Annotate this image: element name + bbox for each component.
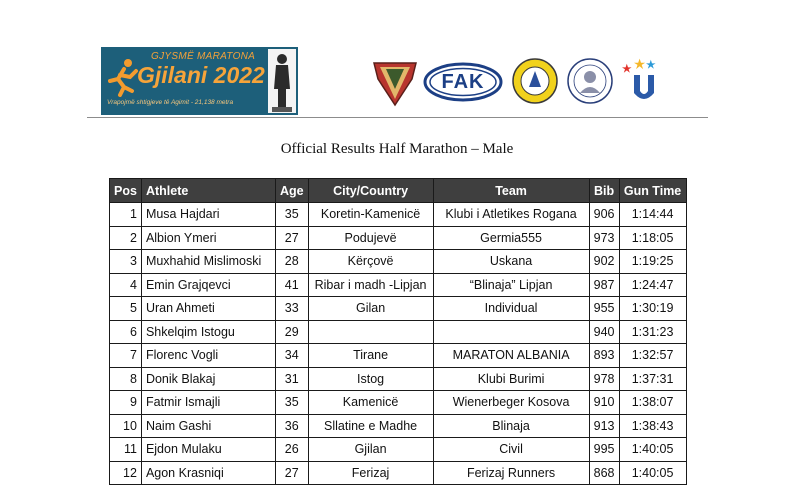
cell-bib: 973 <box>589 226 619 250</box>
cell-athlete: Naim Gashi <box>141 414 275 438</box>
banner-line1: GJYSMË MARATONA <box>151 51 256 62</box>
cell-pos: 11 <box>110 438 142 462</box>
cell-age: 35 <box>275 203 308 227</box>
cell-athlete: Emin Grajqevci <box>141 273 275 297</box>
header-divider <box>87 117 708 118</box>
cell-pos: 7 <box>110 344 142 368</box>
cell-time: 1:40:05 <box>619 461 686 485</box>
table-row <box>110 414 687 438</box>
cell-team: Germia555 <box>433 226 589 250</box>
cell-pos: 1 <box>110 203 142 227</box>
cell-age: 27 <box>275 461 308 485</box>
table-row <box>110 461 687 485</box>
table-row <box>110 438 687 462</box>
shield-logo <box>372 59 418 107</box>
cell-athlete: Muxhahid Mislimoski <box>141 250 275 274</box>
cell-pos: 10 <box>110 414 142 438</box>
cell-time: 1:14:44 <box>619 203 686 227</box>
cell-age: 26 <box>275 438 308 462</box>
cell-city: Ferizaj <box>308 461 433 485</box>
cell-age: 28 <box>275 250 308 274</box>
cell-team: Ferizaj Runners <box>433 461 589 485</box>
cell-team: Blinaja <box>433 414 589 438</box>
table-row <box>110 226 687 250</box>
cell-pos: 5 <box>110 297 142 321</box>
header-gun-time: Gun Time <box>619 179 686 203</box>
cell-city: Gilan <box>308 297 433 321</box>
cell-bib: 893 <box>589 344 619 368</box>
page-title: Official Results Half Marathon – Male <box>280 141 514 157</box>
cell-age: 33 <box>275 297 308 321</box>
cell-age: 35 <box>275 391 308 415</box>
cell-city: Istog <box>308 367 433 391</box>
cell-city: Sllatine e Madhe <box>308 414 433 438</box>
cell-age: 36 <box>275 414 308 438</box>
cell-city: Podujevë <box>308 226 433 250</box>
cell-city: Ribar i madh -Lipjan <box>308 273 433 297</box>
header-team: Team <box>433 179 589 203</box>
results-body <box>110 203 687 485</box>
cell-athlete: Fatmir Ismajli <box>141 391 275 415</box>
event-banner-logo <box>101 47 298 115</box>
cell-age: 27 <box>275 226 308 250</box>
cell-time: 1:38:07 <box>619 391 686 415</box>
cell-age: 41 <box>275 273 308 297</box>
cell-city: Gjilan <box>308 438 433 462</box>
cell-city: Koretin-Kamenicë <box>308 203 433 227</box>
cell-city <box>308 320 433 344</box>
cell-time: 1:40:05 <box>619 438 686 462</box>
cell-team <box>433 320 589 344</box>
cell-team: “Blinaja” Lipjan <box>433 273 589 297</box>
header-athlete: Athlete <box>141 179 275 203</box>
cell-pos: 6 <box>110 320 142 344</box>
cell-pos: 9 <box>110 391 142 415</box>
cell-time: 1:31:23 <box>619 320 686 344</box>
cell-team: Uskana <box>433 250 589 274</box>
cell-athlete: Albion Ymeri <box>141 226 275 250</box>
cell-time: 1:18:05 <box>619 226 686 250</box>
cell-athlete: Musa Hajdari <box>141 203 275 227</box>
cell-bib: 955 <box>589 297 619 321</box>
cell-pos: 12 <box>110 461 142 485</box>
cell-time: 1:37:31 <box>619 367 686 391</box>
cell-time: 1:24:47 <box>619 273 686 297</box>
cell-bib: 910 <box>589 391 619 415</box>
runner-icon <box>106 57 140 97</box>
cell-pos: 4 <box>110 273 142 297</box>
cell-bib: 995 <box>589 438 619 462</box>
results-table <box>109 178 687 485</box>
banner-line2: Gjilani 2022 <box>137 62 265 88</box>
cell-athlete: Florenc Vogli <box>141 344 275 368</box>
header-city: City/Country <box>308 179 433 203</box>
cell-pos: 2 <box>110 226 142 250</box>
table-row <box>110 344 687 368</box>
table-row <box>110 391 687 415</box>
cell-city: Kamenicë <box>308 391 433 415</box>
yellow-club-logo <box>511 57 559 105</box>
table-row <box>110 250 687 274</box>
portrait-seal-logo <box>566 57 614 105</box>
cell-age: 29 <box>275 320 308 344</box>
banner-line3: Vrapojmë shtigjeve të Agimit - 21,138 metra <box>107 99 234 106</box>
fak-text: FAK <box>441 71 485 93</box>
table-row <box>110 273 687 297</box>
cell-time: 1:30:19 <box>619 297 686 321</box>
cell-bib: 987 <box>589 273 619 297</box>
cell-bib: 913 <box>589 414 619 438</box>
table-row <box>110 320 687 344</box>
cell-team: Civil <box>433 438 589 462</box>
table-header-row <box>110 179 687 203</box>
cell-time: 1:19:25 <box>619 250 686 274</box>
table-row <box>110 203 687 227</box>
header-pos: Pos <box>110 179 142 203</box>
cell-team: Klubi i Atletikes Rogana <box>433 203 589 227</box>
cell-pos: 8 <box>110 367 142 391</box>
cell-athlete: Donik Blakaj <box>141 367 275 391</box>
cell-bib: 868 <box>589 461 619 485</box>
header-age: Age <box>275 179 308 203</box>
cell-city: Kërçovë <box>308 250 433 274</box>
header-bib: Bib <box>589 179 619 203</box>
cell-team: Wienerbeger Kosova <box>433 391 589 415</box>
cell-time: 1:32:57 <box>619 344 686 368</box>
cell-bib: 902 <box>589 250 619 274</box>
cell-pos: 3 <box>110 250 142 274</box>
cell-athlete: Agon Krasniqi <box>141 461 275 485</box>
cell-athlete: Shkelqim Istogu <box>141 320 275 344</box>
cell-team: MARATON ALBANIA <box>433 344 589 368</box>
cell-athlete: Ejdon Mulaku <box>141 438 275 462</box>
table-row <box>110 297 687 321</box>
cell-city: Tirane <box>308 344 433 368</box>
table-row <box>110 367 687 391</box>
cell-athlete: Uran Ahmeti <box>141 297 275 321</box>
cell-team: Individual <box>433 297 589 321</box>
cell-bib: 978 <box>589 367 619 391</box>
cell-bib: 940 <box>589 320 619 344</box>
cell-age: 34 <box>275 344 308 368</box>
statue-icon <box>268 49 296 113</box>
fak-logo <box>423 62 503 102</box>
cell-bib: 906 <box>589 203 619 227</box>
cell-team: Klubi Burimi <box>433 367 589 391</box>
cell-time: 1:38:43 <box>619 414 686 438</box>
cell-age: 31 <box>275 367 308 391</box>
stars-u-logo <box>620 55 668 107</box>
